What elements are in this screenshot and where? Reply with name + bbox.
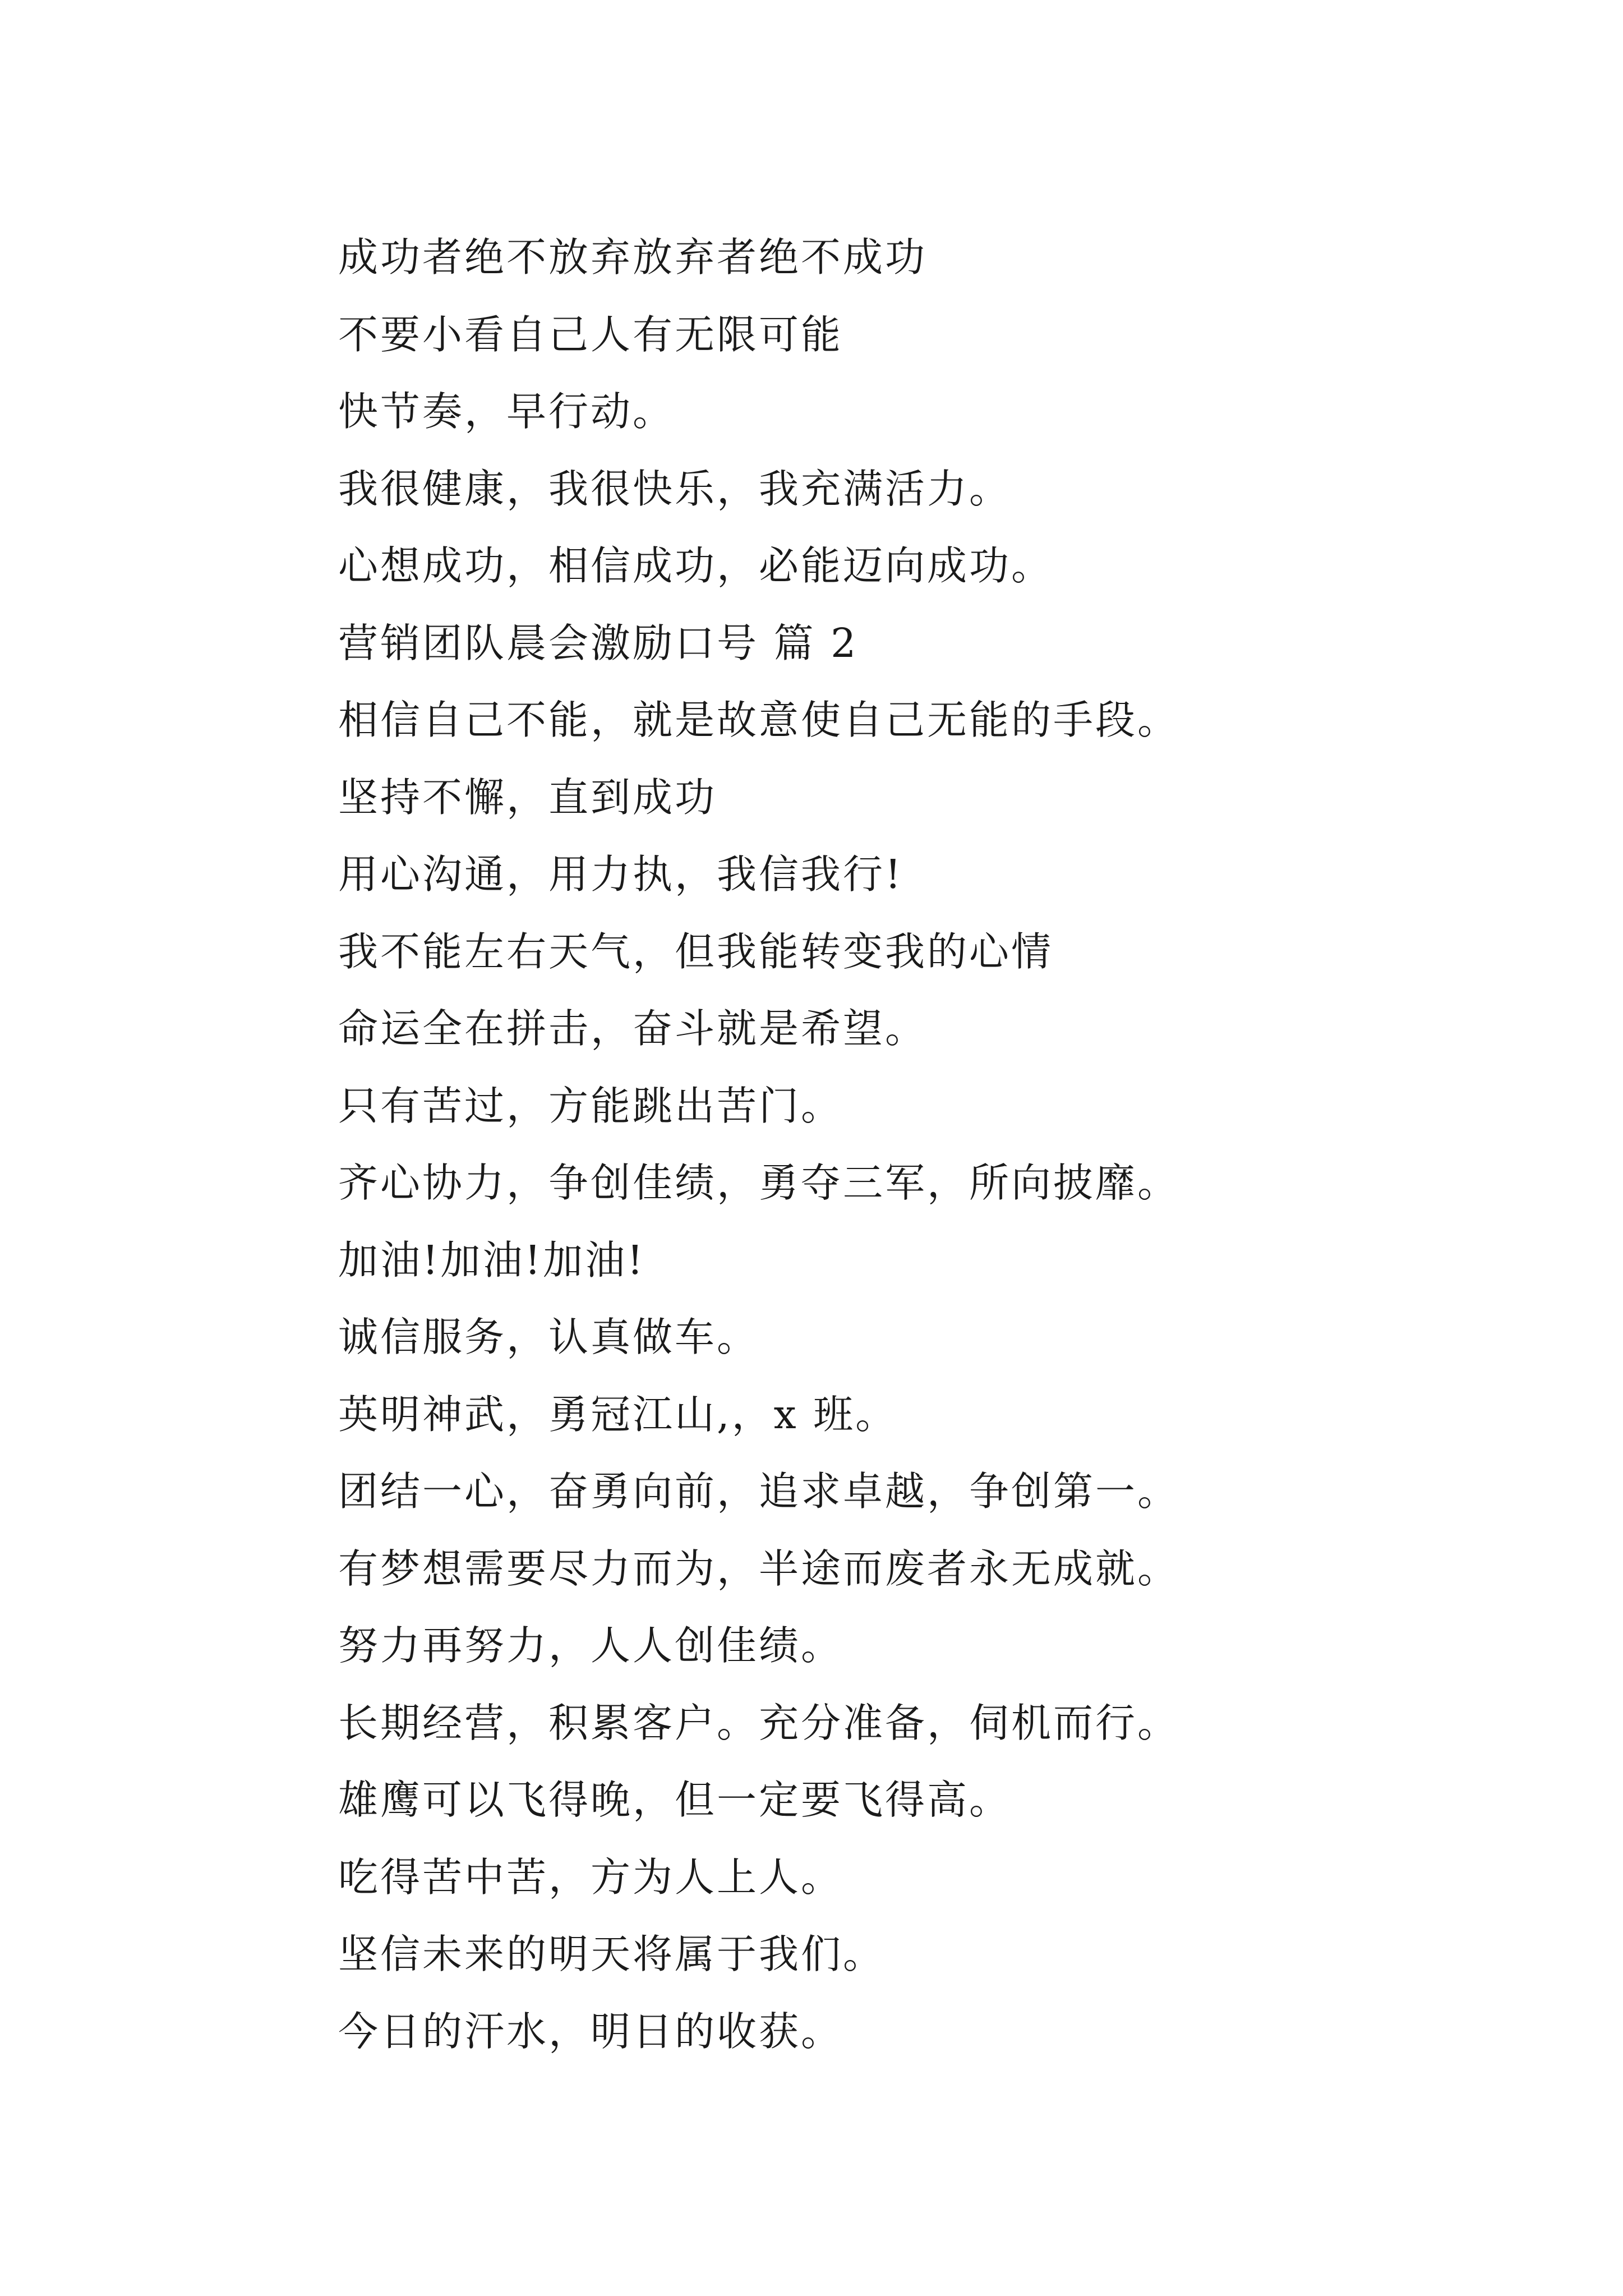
text-line: 今日的汗水，明日的收获。 — [338, 2008, 843, 2055]
text-line: 用心沟通，用力执，我信我行! — [338, 851, 903, 898]
text-line: 诚信服务，认真做车。 — [338, 1314, 759, 1360]
text-line: 长期经营，积累客户。充分准备，伺机而行。 — [338, 1699, 1180, 1746]
text-line: 只有苦过，方能跳出苦门。 — [338, 1082, 843, 1129]
text-line: 加油!加油!加油! — [338, 1236, 645, 1283]
text-line: 命运全在拼击，奋斗就是希望。 — [338, 1005, 928, 1052]
text-line: 坚持不懈，直到成功 — [338, 774, 717, 821]
text-line: 吃得苦中苦，方为人上人。 — [338, 1853, 843, 1901]
text-line: 团结一心，奋勇向前，追求卓越，争创第一。 — [338, 1468, 1180, 1515]
text-line: 我不能左右天气，但我能转变我的心情 — [338, 928, 1054, 975]
text-line: 英明神武，勇冠江山,，x 班。 — [338, 1391, 898, 1438]
text-line: 不要小看自己人有无限可能 — [338, 311, 843, 358]
text-line: 成功者绝不放弃放弃者绝不成功 — [338, 234, 928, 280]
text-line: 齐心协力，争创佳绩，勇夺三军，所向披靡。 — [338, 1159, 1180, 1206]
text-line: 我很健康，我很快乐，我充满活力。 — [338, 465, 1012, 512]
text-line: 相信自己不能，就是故意使自己无能的手段。 — [338, 697, 1180, 743]
section-heading: 营销团队晨会激励口号 篇 2 — [338, 619, 859, 666]
text-line: 有梦想需要尽力而为，半途而废者永无成就。 — [338, 1545, 1180, 1592]
text-line: 坚信未来的明天将属于我们。 — [338, 1931, 886, 1977]
text-line: 努力再努力，人人创佳绩。 — [338, 1622, 843, 1669]
text-line: 心想成功，相信成功，必能迈向成功。 — [338, 542, 1054, 589]
slogan-list — [338, 219, 1572, 2070]
text-line: 快节奏，早行动。 — [338, 388, 675, 435]
text-line: 雄鹰可以飞得晚，但一定要飞得高。 — [338, 1777, 1012, 1823]
